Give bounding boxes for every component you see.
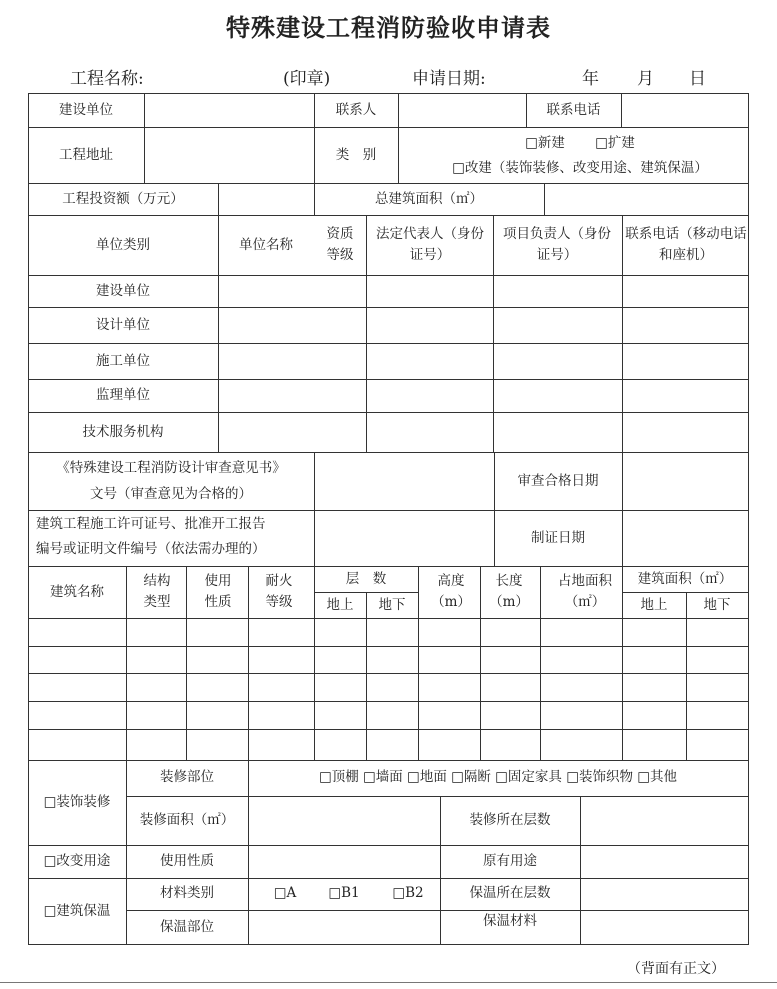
length-header: 长度（m）	[489, 573, 529, 610]
grid-line-v	[480, 566, 481, 761]
use-change-checkbox[interactable]: □改变用途	[43, 853, 111, 870]
insulation-part-label: 保温部位	[160, 918, 214, 935]
grid-line-v	[493, 215, 494, 453]
material-type-label: 材料类别	[160, 884, 214, 901]
unit-row-build: 建设单位	[96, 282, 150, 299]
pass-date-label: 审查合格日期	[517, 472, 599, 489]
grid-line-v	[418, 566, 419, 761]
build-unit-value[interactable]	[144, 93, 314, 127]
opinion-line1: 《特殊建设工程消防设计审查意见书》	[56, 459, 286, 476]
opt-new-checkbox[interactable]: □新建	[525, 134, 565, 151]
grid-line-v	[748, 93, 749, 945]
unit-row-design: 设计单位	[96, 316, 150, 333]
grid-line-h	[28, 646, 749, 647]
unit-category-header: 单位类别	[96, 236, 150, 253]
project-name-label: 工程名称:	[70, 69, 144, 89]
area-below-header: 地下	[703, 596, 731, 613]
total-area-label: 总建筑面积（㎡）	[375, 190, 483, 207]
area-above-header: 地上	[640, 596, 668, 613]
apply-date-label: 申请日期:	[412, 69, 486, 89]
grid-line-v	[126, 566, 127, 761]
usage-header: 使用性质	[204, 573, 232, 610]
permit-line1: 建筑工程施工许可证号、批准开工报告	[36, 515, 266, 532]
grid-line-h	[28, 452, 749, 453]
page-bottom-rule	[0, 982, 777, 983]
height-header: 高度（m）	[431, 573, 471, 610]
grid-line-h	[28, 673, 749, 674]
grid-line-v	[186, 566, 187, 761]
opt-a-checkbox[interactable]: □A	[273, 884, 297, 901]
unit-row-tech-service: 技术服务机构	[82, 423, 164, 440]
back-side-note: （背面有正文）	[627, 961, 725, 977]
original-use-label: 原有用途	[483, 853, 537, 870]
fire-rating-header: 耐火等级	[265, 573, 293, 610]
permit-line2: 编号或证明文件编号（依法需办理的）	[36, 540, 266, 557]
year-label: 年	[582, 69, 599, 89]
footprint-header: 占地面积（㎡）	[558, 573, 612, 610]
opinion-line2: 文号（审查意见为合格的）	[90, 485, 252, 502]
grid-line-v	[544, 183, 545, 216]
building-name-header: 建筑名称	[50, 583, 104, 600]
grid-line-v	[540, 566, 541, 761]
day-label: 日	[689, 69, 706, 89]
opt-b1-checkbox[interactable]: □B1	[328, 884, 360, 901]
grid-line-v	[621, 93, 622, 128]
build-unit-label: 建设单位	[59, 101, 113, 118]
grid-line-h	[28, 510, 749, 511]
form-title: 特殊建设工程消防验收申请表	[226, 14, 551, 42]
structure-type-header: 结构类型	[143, 573, 171, 610]
grid-line-v	[366, 215, 367, 453]
grid-line-v	[622, 452, 623, 567]
decoration-area-label: 装修面积（㎡）	[139, 812, 235, 829]
opt-expand-checkbox[interactable]: □扩建	[595, 134, 635, 151]
project-lead-header: 项目负责人（身份证号）	[503, 226, 611, 263]
month-label: 月	[637, 69, 654, 89]
decoration-part-options[interactable]: □顶棚 □墙面 □地面 □隔断 □固定家具 □装饰织物 □其他	[318, 768, 678, 785]
contact-phone-header: 联系电话（移动电话和座机）	[625, 226, 747, 263]
issue-date-label: 制证日期	[531, 529, 585, 546]
grid-line-h	[28, 729, 749, 730]
grid-line-h	[28, 944, 749, 945]
opt-b2-checkbox[interactable]: □B2	[392, 884, 424, 901]
category-label: 类 别	[335, 146, 377, 163]
grid-line-h	[28, 618, 749, 619]
unit-name-header: 单位名称	[239, 236, 293, 253]
contact-phone-label: 联系电话	[546, 101, 601, 118]
seal-label: (印章)	[283, 69, 331, 89]
contact-person-label: 联系人	[335, 101, 377, 118]
grid-line-v	[622, 215, 623, 453]
building-area-header: 建筑面积（㎡）	[637, 570, 733, 587]
unit-row-supervision: 监理单位	[96, 387, 150, 404]
unit-row-construction: 施工单位	[96, 352, 150, 369]
grid-line-v	[580, 796, 581, 945]
insulation-floors-label: 保温所在层数	[469, 884, 551, 901]
decoration-checkbox[interactable]: □装饰装修	[43, 794, 111, 811]
floors-above-header: 地上	[326, 596, 354, 613]
opt-rebuild-checkbox[interactable]: □改建（装饰装修、改变用途、建筑保温）	[452, 159, 708, 176]
floors-header: 层 数	[345, 570, 387, 587]
grid-line-h	[28, 701, 749, 702]
decoration-floors-label: 装修所在层数	[469, 812, 551, 829]
insulation-checkbox[interactable]: □建筑保温	[43, 902, 111, 919]
use-nature-label: 使用性质	[160, 853, 214, 870]
grid-line-v	[314, 452, 315, 567]
grid-line-v	[398, 93, 399, 184]
decoration-part-label: 装修部位	[160, 768, 214, 785]
investment-label: 工程投资额（万元）	[62, 190, 184, 207]
legal-rep-header: 法定代表人（身份证号）	[376, 226, 484, 263]
grid-line-v	[248, 566, 249, 761]
project-address-label: 工程地址	[59, 146, 113, 163]
floors-below-header: 地下	[378, 596, 406, 613]
insulation-material-label: 保温材料	[483, 912, 537, 929]
qualification-header: 资质等级	[326, 226, 354, 263]
